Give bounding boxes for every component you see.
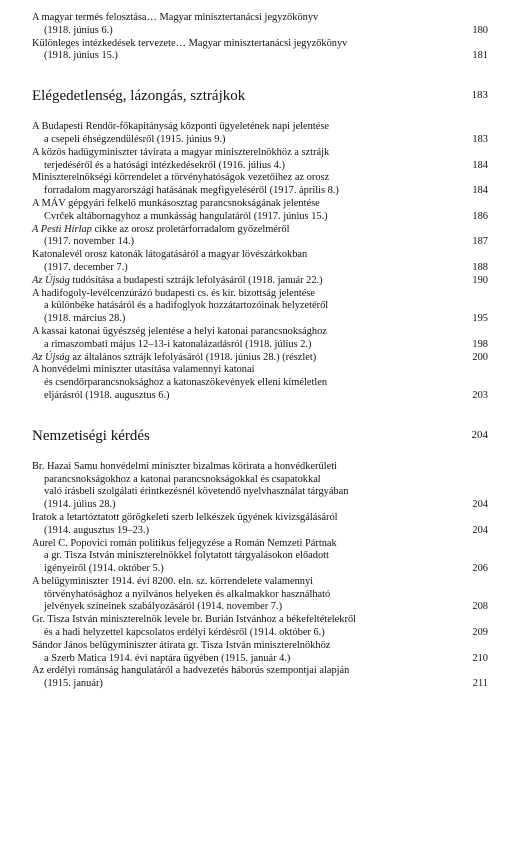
toc-entry-line: (1918. június 15.): [44, 50, 118, 62]
toc-entry-text: cikke az orosz proletárforradalom győzelméről: [91, 223, 290, 235]
page-number: 187: [472, 236, 488, 248]
toc-entry: [32, 288, 488, 326]
toc-entry-line: és a hadi helyzettel kapcsolatos erdélyi kérdésről (1914. október 6.): [44, 627, 325, 639]
page-number: 208: [472, 601, 488, 613]
toc-entry-line: a csepeli éhségzendülésről (1915. június 9.): [44, 133, 226, 145]
toc-entry: [32, 364, 488, 402]
toc-entry: [32, 38, 488, 64]
toc-entry-line: (1914. július 28.): [44, 499, 116, 511]
table-of-contents: [32, 12, 488, 691]
newspaper-title: A Pesti Hírlap: [32, 223, 92, 235]
toc-entry: [32, 198, 488, 224]
toc-entry-text: tudósítása a budapesti sztrájk lefolyásáról (1918. január 22.): [69, 274, 323, 286]
toc-entry-line: igényeiről (1914. október 5.): [44, 563, 164, 575]
toc-entry-line: [32, 275, 458, 288]
toc-entry-line: (1918. március 28.): [44, 313, 126, 325]
page-number: 181: [472, 50, 488, 62]
toc-entry: [32, 275, 488, 288]
toc-entry-line: Iratok a letartóztatott görögkeleti szerb lelkészek ügyének kivizsgálásáról: [32, 511, 338, 523]
toc-entry: [32, 224, 488, 250]
toc-entry-line: (1915. január): [44, 678, 103, 690]
toc-entry: [32, 172, 488, 198]
toc-entry-line: Miniszterelnökségi körrendelet a törvényhatóságok vezetőihez az orosz: [32, 172, 330, 184]
toc-entry-line: A közös hadügyminiszter távirata a magyar miniszterelnökhöz a sztrájk: [32, 146, 330, 158]
section-heading: [32, 87, 488, 105]
toc-entry: [32, 461, 488, 512]
section-title: Elégedetlenség, lázongás, sztrájkok: [32, 88, 246, 105]
toc-entry-line: a különbéke hatásáról és a hadifoglyok hozzátartozóinak helyzetéről: [44, 300, 329, 312]
toc-entry: [32, 538, 488, 576]
toc-entry-line: és csendőrparancsnoksághoz a katonaszökevények elleni kíméletlen: [44, 377, 328, 389]
page-number: 210: [472, 652, 488, 664]
page-number: 198: [472, 338, 488, 350]
toc-entry-line: (1914. augusztus 19–23.): [44, 524, 150, 536]
toc-entry-line: Br. Hazai Samu honvédelmi miniszter bizalmas körirata a honvédkerületi: [32, 460, 337, 472]
toc-entry-line: Katonalevél orosz katonák látogatásáról a magyar lövészárkokban: [32, 249, 308, 261]
toc-entry-line: A magyar termés felosztása… Magyar minisztertanácsi jegyzőkönyv: [32, 12, 319, 23]
toc-entry-line: a gr. Tisza István miniszterelnökkel folytatott tárgyalásokon előadott: [44, 550, 329, 562]
toc-entry-line: jelvények színeinek szabályozásáról (1914. november 7.): [44, 601, 283, 613]
toc-entry: [32, 512, 488, 538]
toc-entry-line: eljárásról (1918. augusztus 6.): [44, 389, 170, 401]
toc-entry: [32, 249, 488, 275]
page-number: 183: [471, 89, 488, 102]
toc-entry: [32, 121, 488, 147]
page-number: 180: [472, 24, 488, 36]
toc-entry-line: a Szerb Matica 1914. évi naptára ügyében (1915. január 4.): [44, 652, 291, 664]
toc-entry-line: Az erdélyi románság hangulatáról a hadvezetés háborús szempontjai alapján: [32, 665, 350, 677]
toc-entry: [32, 326, 488, 352]
toc-entry-line: [32, 352, 458, 365]
newspaper-title: Az Újság: [32, 274, 70, 286]
toc-entry-line: Gr. Tisza István miniszterelnök levele br. Burián Istvánhoz a békefeltételekről: [32, 614, 357, 626]
toc-entry: [32, 12, 488, 38]
toc-entry-line: törvényhatósághoz a nyilvános helyeken és alkalmakkor használható: [44, 588, 331, 600]
toc-entry: [32, 576, 488, 614]
page-number: 190: [472, 274, 488, 286]
toc-entry-line: Különleges intézkedések tervezete… Magyar minisztertanácsi jegyzőkönyv: [32, 37, 348, 49]
toc-entry: [32, 665, 488, 691]
toc-entry-line: (1917. december 7.): [44, 261, 128, 273]
toc-entry-line: (1917. november 14.): [44, 236, 135, 248]
toc-entry-line: Cvrček altábornagyhoz a munkásság hangulatáról (1917. június 15.): [44, 210, 328, 222]
toc-entry-line: A honvédelmi miniszter utasítása valamennyi katonai: [32, 364, 255, 376]
toc-entry-text: az általános sztrájk lefolyásáról (1918. június 28.) (részlet): [69, 351, 317, 363]
page-number: 200: [472, 351, 488, 363]
page-number: 204: [472, 499, 488, 511]
toc-entry: [32, 147, 488, 173]
page-number: 183: [472, 133, 488, 145]
toc-entry-line: terjedéséről és a hatósági intézkedésekről (1916. július 4.): [44, 159, 285, 171]
page-number: 195: [472, 313, 488, 325]
page-number: 206: [472, 563, 488, 575]
toc-entry-line: A hadifogoly-levélcenzúrázó budapesti cs. és kir. bizottság jelentése: [32, 287, 316, 299]
toc-entry-line: [32, 224, 458, 237]
section-title: Nemzetiségi kérdés: [32, 427, 150, 444]
toc-entry-line: A kassai katonai ügyészség jelentése a helyi katonai parancsnoksághoz: [32, 325, 327, 337]
page-number: 211: [472, 678, 488, 690]
toc-entry-line: Aurel C. Popovici román politikus feljegyzése a Román Nemzeti Pártnak: [32, 537, 337, 549]
toc-entry-line: (1918. június 6.): [44, 24, 113, 36]
toc-entry-line: Sándor János belügyminiszter átirata gr. Tisza István miniszterelnökhöz: [32, 639, 331, 651]
toc-entry-line: A Budapesti Rendőr-főkapitányság központi ügyeletének napi jelentése: [32, 121, 329, 133]
toc-entry-line: A MÁV gépgyári felkelő munkásosztag parancsnokságának jelentése: [32, 197, 320, 209]
page-number: 186: [472, 210, 488, 222]
page-number: 184: [472, 159, 488, 171]
toc-entry: [32, 614, 488, 640]
toc-entry-line: való írásbeli szolgálati érintkezésnél követendő nyelvhasználat tárgyában: [44, 486, 349, 498]
toc-entry: [32, 640, 488, 666]
page-number: 188: [472, 261, 488, 273]
section-heading: [32, 427, 488, 445]
toc-entry: [32, 352, 488, 365]
page-number: 204: [471, 428, 488, 441]
page-number: 203: [472, 389, 488, 401]
toc-entry-line: parancsnokságokhoz a katonai parancsnokságokkal és csapatokkal: [44, 473, 321, 485]
page-number: 184: [472, 185, 488, 197]
page-number: 204: [472, 524, 488, 536]
toc-entry-line: a rimaszombati május 12–13-i katonalázadásról (1918. július 2.): [44, 338, 312, 350]
newspaper-title: Az Újság: [32, 351, 70, 363]
page-number: 209: [472, 627, 488, 639]
toc-entry-line: forradalom magyarországi hatásának megfigyeléséről (1917. április 8.): [44, 185, 339, 197]
toc-entry-line: A belügyminiszter 1914. évi 8200. eln. sz. körrendelete valamennyi: [32, 575, 314, 587]
